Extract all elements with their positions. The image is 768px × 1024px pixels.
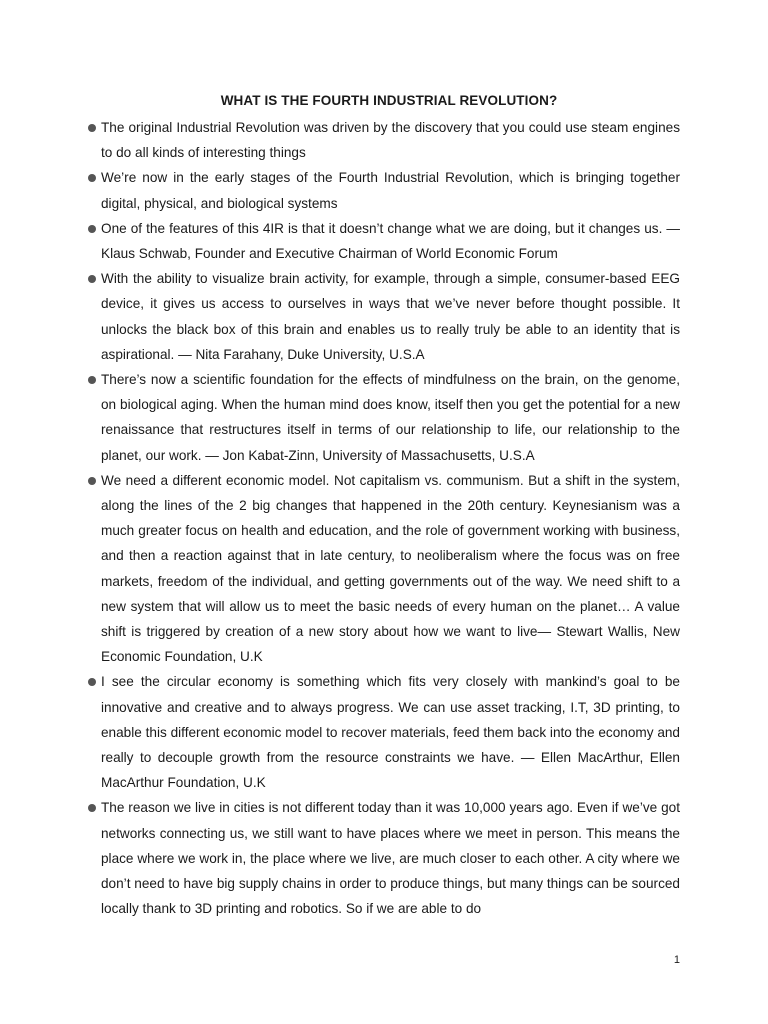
bullet-icon xyxy=(88,376,96,384)
bullet-text: The reason we live in cities is not different today than it was 10,000 years ago. Even if we’ve got networks connecting us, we still want to have places where we meet in person. This means the place where we work in, the place where we live, are much closer to each other. A city where we don’t need to have big supply chains in order to produce things, but many things can be sourced locally thank to 3D printing and robotics. So if we are able to do xyxy=(101,800,680,917)
bullet-text: There’s now a scientific foundation for the effects of mindfulness on the brain, on the genome, on biological aging. When the human mind does know, itself then you get the potential for a new renaissance that restructures itself in terms of our relationship to life, our relationship to the planet, our work. — Jon Kabat-Zinn, University of Massachusetts, U.S.A xyxy=(101,372,680,463)
bullet-icon xyxy=(88,804,96,812)
list-item xyxy=(88,266,680,367)
bullet-list xyxy=(88,115,680,922)
list-item xyxy=(88,216,680,266)
bullet-icon xyxy=(88,225,96,233)
bullet-text: We need a different economic model. Not capitalism vs. communism. But a shift in the system, along the lines of the 2 big changes that happened in the 20th century. Keynesianism was a much greater focus on health and education, and the role of government working with business, and then a reaction against that in late century, to neoliberalism where the focus was on free markets, freedom of the individual, and getting governments out of the way. We need shift to a new system that will allow us to meet the basic needs of every human on the planet… A value shift is triggered by creation of a new story about how we want to live— Stewart Wallis, New Economic Foundation, U.K xyxy=(101,472,680,665)
bullet-text: We’re now in the early stages of the Fourth Industrial Revolution, which is bringing together digital, physical, and biological systems xyxy=(101,170,680,211)
bullet-text: With the ability to visualize brain activity, for example, through a simple, consumer-based EEG device, it gives us access to ourselves in ways that we’ve never before thought possible. It unlocks the black box of this brain and enables us to really truly be able to an identity that is aspirational. — Nita Farahany, Duke University, U.S.A xyxy=(101,271,680,362)
bullet-text: The original Industrial Revolution was driven by the discovery that you could use steam engines to do all kinds of interesting things xyxy=(101,120,680,161)
list-item xyxy=(88,115,680,165)
bullet-text: I see the circular economy is something which fits very closely with mankind’s goal to be innovative and creative and to always progress. We can use asset tracking, I.T, 3D printing, to enable this different economic model to recover materials, feed them back into the economy and really to decouple growth from the resource constraints we have. — Ellen MacArthur, Ellen MacArthur Foundation, U.K xyxy=(101,674,680,791)
bullet-icon xyxy=(88,124,96,132)
bullet-icon xyxy=(88,174,96,182)
page-title: WHAT IS THE FOURTH INDUSTRIAL REVOLUTION? xyxy=(220,93,558,108)
list-item xyxy=(88,468,680,670)
page-number: 1 xyxy=(673,954,680,966)
list-item xyxy=(88,367,680,468)
list-item xyxy=(88,165,680,215)
bullet-text: One of the features of this 4IR is that it doesn’t change what we are doing, but it changes us. — Klaus Schwab, Founder and Executive Chairman of World Economic Forum xyxy=(101,220,680,262)
bullet-icon xyxy=(88,477,96,485)
list-item xyxy=(88,795,680,921)
list-item xyxy=(88,669,680,795)
bullet-icon xyxy=(88,275,96,283)
bullet-icon xyxy=(88,678,96,686)
